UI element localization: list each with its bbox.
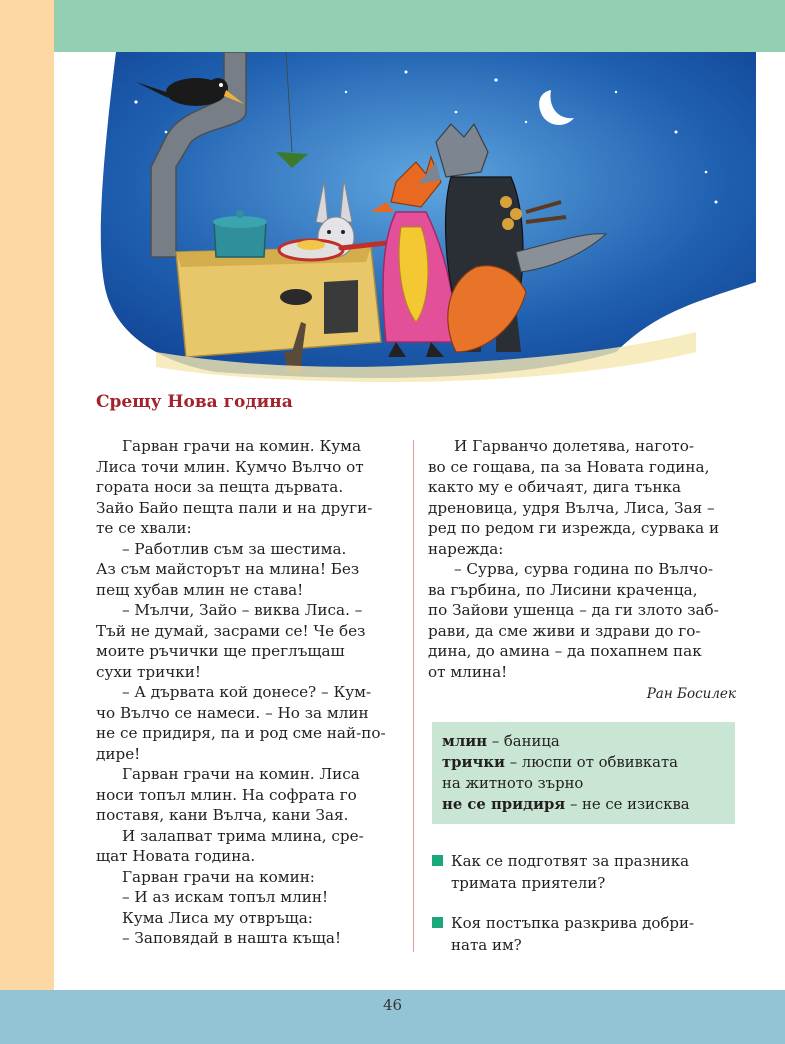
glossary-term: не се придиря [442, 796, 566, 813]
poem-line: пещ хубав млин не става! [96, 580, 304, 599]
question-line: Как се подготвят за празника [451, 852, 690, 870]
question-line: Коя постъпка разкрива добри- [451, 914, 695, 932]
poem-line: чо Вълчо се намеси. – Но за млин [96, 703, 369, 722]
square-bullet-icon [432, 917, 443, 928]
poem-line: Аз съм майсторът на млина! Без [96, 560, 360, 578]
poem-line: те се хвали: [96, 519, 192, 537]
poem-line: както му е обичаят, дига тънка [428, 478, 681, 496]
poem-line: – И аз искам топъл млин! [122, 888, 329, 906]
glossary-entry [442, 794, 725, 815]
poem-line: дире! [96, 744, 141, 763]
story-illustration [96, 52, 756, 388]
poem-left-column [96, 436, 392, 949]
poem-line: Гарван грачи на комин. Лиса [122, 765, 360, 783]
question-2 [432, 912, 742, 956]
glossary-definition: на житното зърно [442, 775, 584, 792]
brick-stove [176, 245, 381, 357]
column-divider [413, 440, 414, 952]
left-margin-band [0, 0, 54, 990]
top-header-band [54, 0, 785, 52]
glossary-term: трички [442, 754, 505, 771]
page-number: 46 [382, 996, 403, 1014]
glossary-box [432, 722, 735, 824]
square-bullet-icon [432, 855, 443, 866]
poem-line: во се гощава, па за Новата година, [428, 457, 710, 476]
poem-line: не се придиря, па и род сме най-по- [96, 724, 386, 742]
question-1 [432, 850, 742, 894]
poem-line: Лиса точи млин. Кумчо Вълчо от [96, 457, 364, 476]
poem-line: гората носи за пещта дървата. [96, 478, 344, 496]
question-line: ната им? [451, 936, 522, 954]
poem-line: по Зайови ушенца – да ги злото заб- [428, 601, 719, 619]
glossary-entry [442, 752, 725, 773]
poem-line: ред по редом ги изрежда, сурвака и [428, 519, 720, 537]
poem-right-column [428, 436, 738, 682]
poem-line: Гарван грачи на комин: [122, 867, 315, 886]
poem-line: ва гърбина, по Лисини краченца, [428, 580, 698, 599]
poem-line: моите ръчички ще преглъщаш [96, 642, 345, 660]
poem-line: сухи трички! [96, 662, 201, 681]
poem-line: дреновица, удря Вълча, Лиса, Зая – [428, 498, 715, 517]
poem-line: дина, до амина – да похапнем пак [428, 642, 702, 660]
poem-line: Зайо Байо пещта пали и на други- [96, 498, 373, 517]
poem-line: И Гарванчо долетява, нагото- [454, 437, 694, 455]
poem-line: – Заповядай в нашта къща! [122, 929, 342, 947]
poem-line: щат Новата година. [96, 847, 256, 865]
poem-line: от млина! [428, 662, 508, 681]
glossary-definition: – баница [487, 733, 560, 750]
story-title: Срещу Нова година [96, 392, 293, 412]
poem-line: – Сурва, сурва година по Вълчо- [454, 560, 714, 578]
poem-line: Гарван грачи на комин. Кума [122, 437, 362, 455]
poem-line: – Работлив съм за шестима. [122, 539, 347, 558]
glossary-entry [442, 731, 725, 752]
poem-line: – Мълчи, Зайо – виква Лиса. – [122, 601, 363, 619]
question-line: тримата приятели? [451, 874, 606, 892]
poem-line: – А дървата кой донесе? – Кум- [122, 683, 372, 701]
poem-line: рави, да сме живи и здрави до го- [428, 621, 701, 640]
author-name: Ран Босилек [646, 686, 736, 702]
glossary-term: млин [442, 733, 488, 750]
glossary-entry [442, 773, 725, 794]
poem-line: нарежда: [428, 539, 504, 558]
glossary-definition: – люспи от обвивката [504, 754, 679, 771]
poem-line: И залапват трима млина, сре- [122, 826, 364, 845]
poem-line: Тъй не думай, засрами се! Че без [96, 621, 366, 640]
poem-line: поставя, кани Вълча, кани Зая. [96, 806, 349, 824]
glossary-definition: – не се изисква [565, 796, 690, 813]
poem-line: Кума Лиса му отвръща: [122, 908, 313, 927]
poem-line: носи топъл млин. На софрата го [96, 785, 357, 804]
